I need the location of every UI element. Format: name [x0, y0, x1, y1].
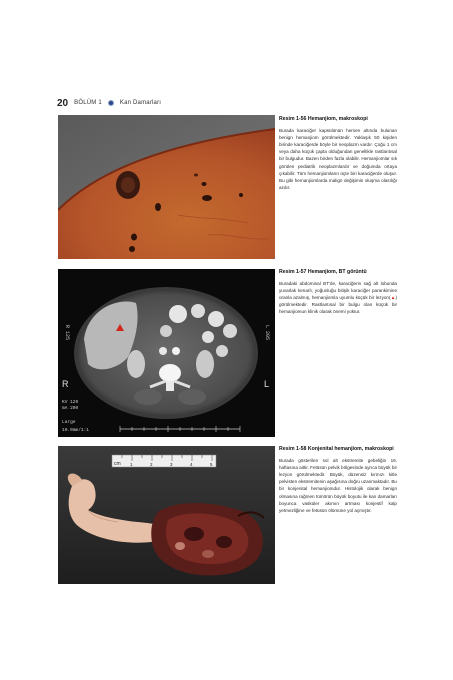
ct-label-large: Large [62, 420, 76, 425]
caption-text: Burada karaciğer kapsülünün hemen altında bulunan benign hemanjiom görülmektedir. Yaklaşık 50 kişiden birinde karaciğerde böyle bir neoplazm vardır. Çoğu 1 cm veya daha küçük çapta olduğundan genellikle rastlantısal bir bulgudur. Bazen birden fazla olabilir. Hemanjiomlar sık görülen pediatrik neoplazmlardır ve doğumda ortaya çıkabilir. Tüm hemanjiomların üçte biri karaciğerde oluşur. Bu gibi hemanjiomlarda malign değişimin oluşma olasılığı azdır. [279, 128, 397, 190]
ct-label-left: L [264, 379, 270, 389]
ct-label-r-value: R 125 [64, 325, 70, 341]
ct-label-l-value: L 205 [264, 325, 270, 341]
lesion-marker-icon: ▲ [390, 295, 396, 301]
caption-title: Resim 1-58 Konjenital hemanjiom, makroskopi [279, 446, 394, 452]
caption-text-part-2: ) görülmektedir. Rastlantısal bir bulgu olan küçük bir hemanjiomun klinik olarak önemi yoktur. [279, 295, 397, 315]
ruler-tick-4: 4 [190, 462, 193, 467]
page-number: 20 [57, 97, 69, 109]
section-label: Kan Damarları [119, 100, 162, 106]
caption-text-part-1: Buradaki abdominal BT'de, karaciğerin sağ alt lobunda yuvarlak kenarlı, yoğunluğu bitişik karaciğer parankimine oranla azalmış, hemanjiomla uyumlu küçük bir lezyon( [279, 281, 397, 301]
page-header [57, 97, 161, 109]
ct-label-kv: KV 120 [62, 400, 79, 405]
caption-title: Resim 1-56 Hemanjiom, makroskopi [279, 116, 368, 122]
chapter-label: BÖLÜM 1 [74, 100, 102, 106]
ruler-unit: cm [114, 461, 121, 467]
ruler-tick-2: 2 [150, 462, 153, 467]
caption-figure-1-57 [279, 269, 397, 316]
ruler-tick-1: 1 [130, 462, 133, 467]
caption-text [279, 280, 397, 316]
ct-label-right: R [62, 379, 69, 389]
caption-title: Resim 1-57 Hemanjiom, BT görüntü [279, 269, 367, 275]
caption-figure-1-56 [279, 116, 397, 191]
figure-liver-hemangioma-photo [58, 115, 275, 259]
congenital-photo-image [58, 446, 275, 584]
ct-label-ma: mA 200 [62, 406, 79, 411]
ct-label-scale: 10.0mm/1:1 [62, 428, 90, 433]
ct-scan-image [58, 269, 275, 437]
figure-congenital-hemangioma-photo [58, 446, 275, 584]
caption-text: Burada gösterilen sol alt ekstremite gebeliğin 19. haftasına aittir. Fetüsün pelvik bölgesinde ayrıca büyük bir lezyon görülmektedir. Büyük, düzensiz kırmızı kitle pelvisten ekstremitenin aşağısına doğru uzanmaktadır. Bu bir konjenital hemanjiomdur. Histolojik olarak benign olmasına rağmen tümörün büyük boyutu ile kan damarları boyunca vasküler akımın artması konjestif kalp yetmezliğine ve fetüsün ölümüne yol açmıştır. [279, 458, 397, 513]
caption-figure-1-58 [279, 446, 397, 514]
figure-ct-scan [58, 269, 275, 437]
bullet-icon [108, 100, 114, 106]
liver-photo-image [58, 115, 275, 259]
ruler-tick-3: 3 [170, 462, 173, 467]
ruler-tick-5: 5 [210, 462, 213, 467]
